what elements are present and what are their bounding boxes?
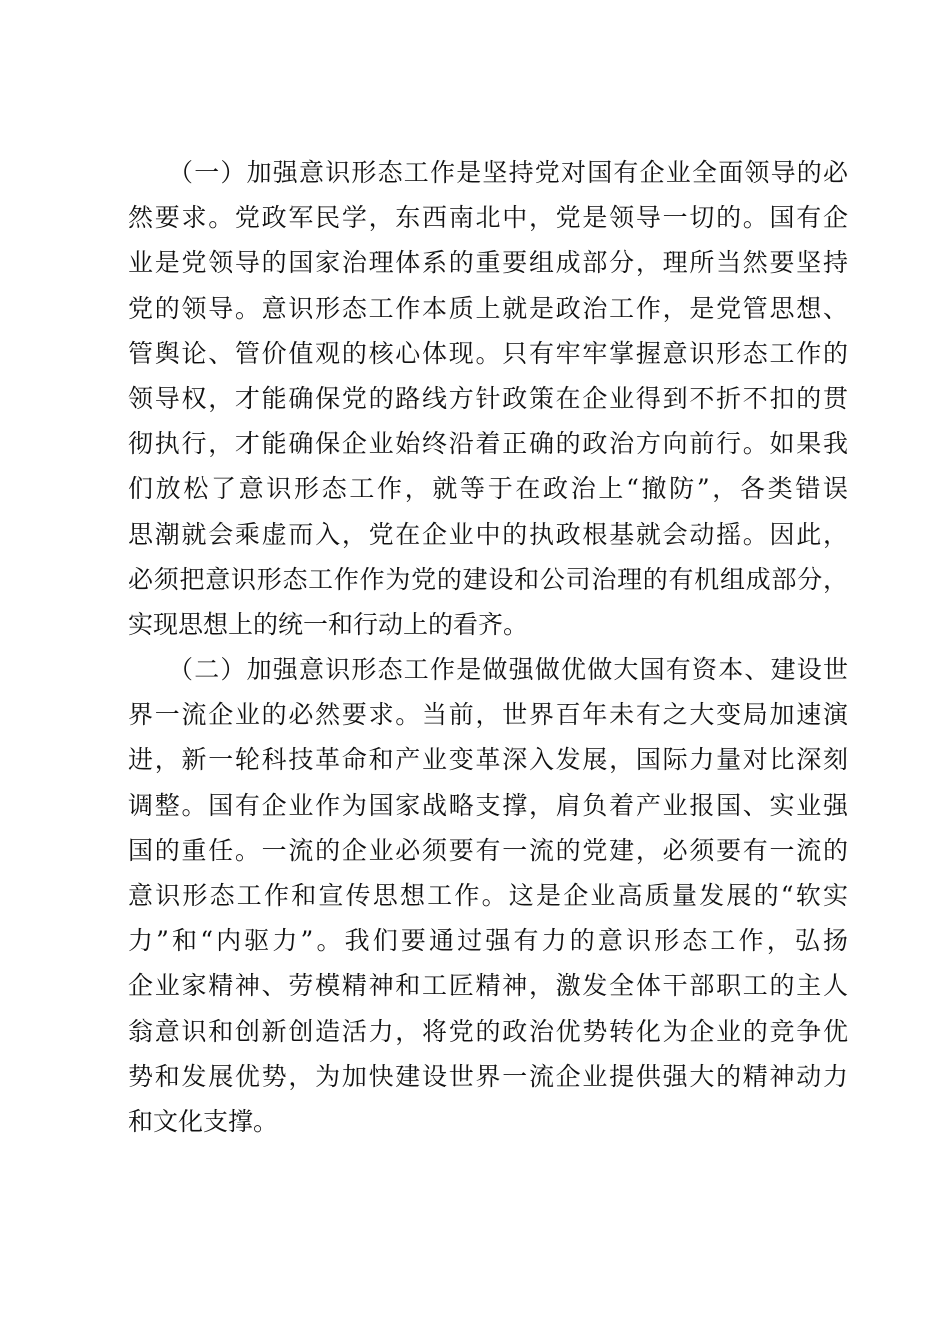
paragraph-line: 们放松了意识形态工作，就等于在政治上“撤防”，各类错误 bbox=[128, 474, 848, 504]
paragraph-line: 彻执行，才能确保企业始终沿着正确的政治方向前行。如果我 bbox=[128, 429, 848, 459]
paragraph-line: 实现思想上的统一和行动上的看齐。 bbox=[128, 609, 529, 639]
paragraph-line: （二）加强意识形态工作是做强做优做大国有资本、建设世 bbox=[168, 655, 848, 685]
paragraph-line: 国的重任。一流的企业必须要有一流的党建，必须要有一流的 bbox=[128, 835, 848, 865]
paragraph-line: 界一流企业的必然要求。当前，世界百年未有之大变局加速演 bbox=[128, 700, 848, 730]
paragraph-line: 进，新一轮科技革命和产业变革深入发展，国际力量对比深刻 bbox=[128, 745, 848, 775]
paragraph-line: 和文化支撑。 bbox=[128, 1106, 279, 1136]
paragraph-line: 必须把意识形态工作作为党的建设和公司治理的有机组成部分， bbox=[128, 564, 848, 594]
paragraph-line: 势和发展优势，为加快建设世界一流企业提供强大的精神动力 bbox=[128, 1061, 848, 1091]
paragraph-line: 然要求。党政军民学，东西南北中，党是领导一切的。国有企 bbox=[128, 203, 848, 233]
paragraph-line: 管舆论、管价值观的核心体现。只有牢牢掌握意识形态工作的 bbox=[128, 338, 848, 368]
paragraph-line: 力”和“内驱力”。我们要通过强有力的意识形态工作，弘扬 bbox=[128, 926, 848, 956]
paragraph-line: 业是党领导的国家治理体系的重要组成部分，理所当然要坚持 bbox=[128, 248, 848, 278]
paragraph-1 bbox=[128, 150, 848, 647]
paragraph-line: 党的领导。意识形态工作本质上就是政治工作，是党管思想、 bbox=[128, 293, 848, 323]
paragraph-line: 企业家精神、劳模精神和工匠精神，激发全体干部职工的主人 bbox=[128, 971, 848, 1001]
document-body bbox=[128, 150, 848, 1144]
paragraph-line: 翁意识和创新创造活力，将党的政治优势转化为企业的竞争优 bbox=[128, 1016, 848, 1046]
paragraph-line: 调整。国有企业作为国家战略支撑，肩负着产业报国、实业强 bbox=[128, 790, 848, 820]
paragraph-2 bbox=[128, 647, 848, 1144]
paragraph-line: （一）加强意识形态工作是坚持党对国有企业全面领导的必 bbox=[168, 158, 848, 187]
paragraph-line: 思潮就会乘虚而入，党在企业中的执政根基就会动摇。因此， bbox=[128, 519, 848, 549]
paragraph-line: 领导权，才能确保党的路线方针政策在企业得到不折不扣的贯 bbox=[128, 383, 848, 413]
paragraph-line: 意识形态工作和宣传思想工作。这是企业高质量发展的“软实 bbox=[128, 881, 848, 910]
